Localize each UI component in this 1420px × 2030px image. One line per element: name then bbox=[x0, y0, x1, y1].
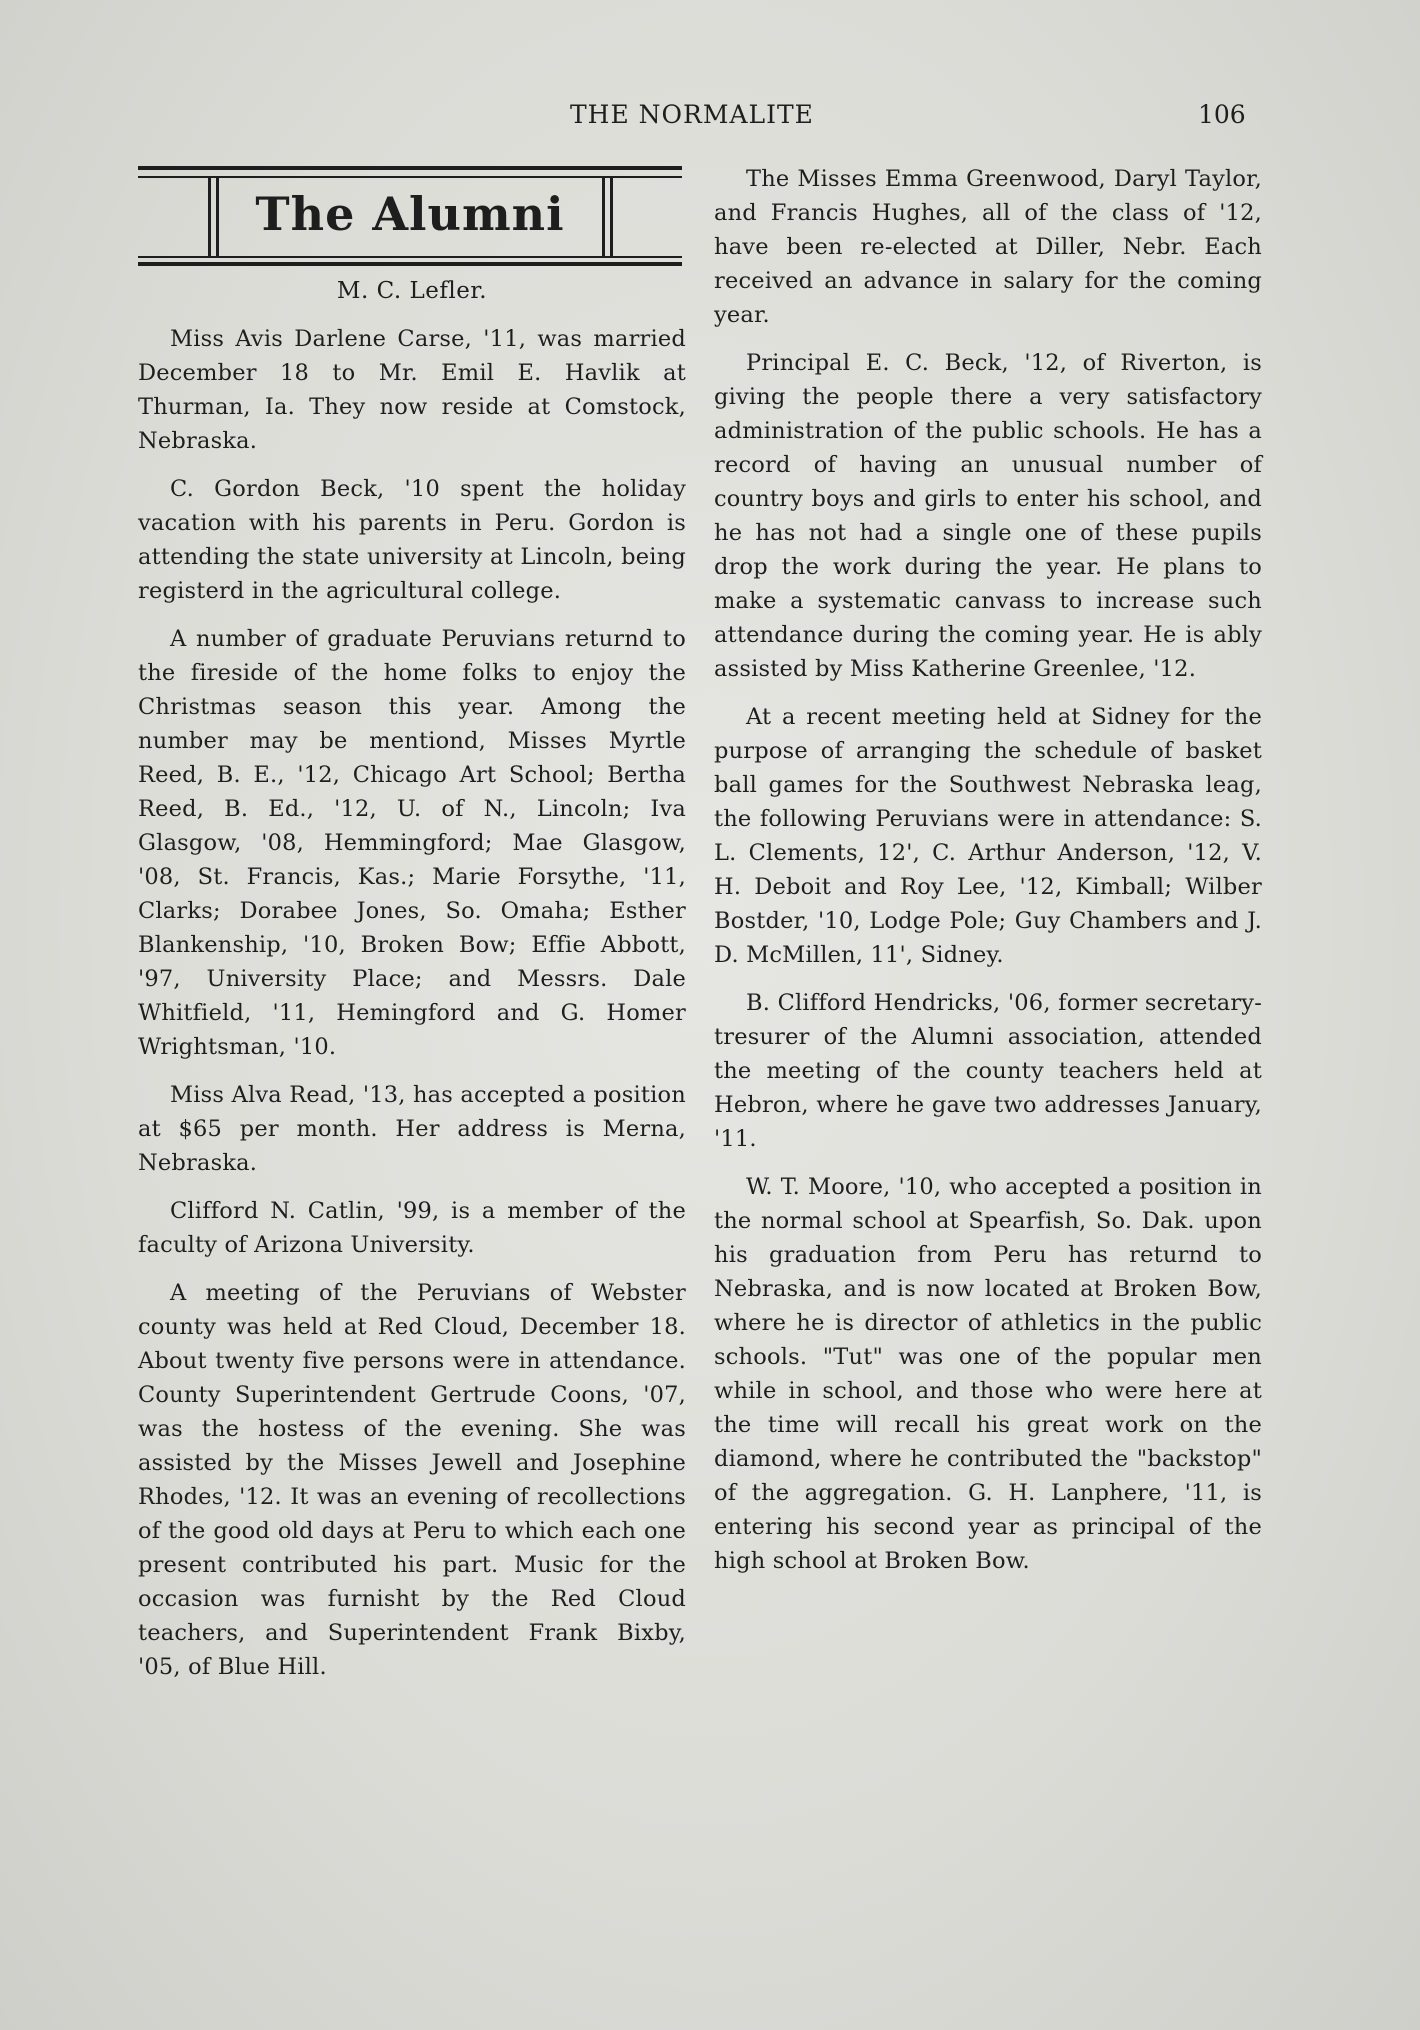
heading-rule-bottom-thin bbox=[138, 256, 682, 258]
article-paragraph: C. Gordon Beck, '10 spent the holiday vacation with his parents in Peru. Gordon is attending the state university at Lincoln, being registerd in the agricultural college. bbox=[138, 476, 686, 604]
article-paragraph: A meeting of the Peruvians of Webster county was held at Red Cloud, December 18. About twenty five persons were in attendance. County Superintendent Gertrude Coons, '07, was the hostess of the evening. She was assisted by the Misses Jewell and Josephine Rhodes, '12. It was an evening of recollections of the good old days at Peru to which each one present contributed his part. Music for the occasion was furnisht by the Red Cloud teachers, and Superintendent Frank Bixby, '05, of Blue Hill. bbox=[138, 1280, 686, 1680]
article-paragraph: At a recent meeting held at Sidney for the purpose of arranging the schedule of basket ball games for the Southwest Nebraska leag, the following Peruvians were in attendance: S. L. Clements, 12', C. Arthur Anderson, '12, V. H. Deboit and Roy Lee, '12, Kimball; Wilber Bostder, '10, Lodge Pole; Guy Chambers and J. D. McMillen, 11', Sidney. bbox=[714, 704, 1262, 968]
heading-rule-top-thin bbox=[138, 176, 682, 178]
heading-bar-left-outer bbox=[208, 178, 211, 256]
article-paragraph: Principal E. C. Beck, '12, of Riverton, is giving the people there a very satisfactory administration of the public schools. He has a record of having an unusual number of country boys and girls to enter his school, and he has not had a single one of these pupils drop the work during the year. He plans to make a systematic canvass to increase such attendance during the coming year. He is ably assisted by Miss Katherine Greenlee, '12. bbox=[714, 350, 1262, 682]
article-paragraph: B. Clifford Hendricks, '06, former secretary-tresurer of the Alumni association, attended the meeting of the county teachers held at Hebron, where he gave two addresses January, '11. bbox=[714, 990, 1262, 1152]
article-paragraph: Miss Alva Read, '13, has accepted a position at $65 per month. Her address is Merna, Nebraska. bbox=[138, 1082, 686, 1176]
heading-rule-top bbox=[138, 166, 682, 170]
section-heading-box bbox=[138, 166, 682, 268]
article-paragraph: The Misses Emma Greenwood, Daryl Taylor, and Francis Hughes, all of the class of '12, have been re-elected at Diller, Nebr. Each received an advance in salary for the coming year. bbox=[714, 166, 1262, 328]
heading-bar-left-inner bbox=[216, 178, 219, 256]
section-title: The Alumni bbox=[255, 187, 565, 241]
page-number: 106 bbox=[1198, 100, 1246, 129]
heading-bar-right-inner bbox=[602, 178, 605, 256]
running-title: THE NORMALITE bbox=[570, 100, 814, 129]
article-paragraph: Clifford N. Catlin, '99, is a member of the faculty of Arizona University. bbox=[138, 1198, 686, 1258]
byline: M. C. Lefler. bbox=[336, 278, 488, 304]
heading-rule-bottom bbox=[138, 262, 682, 266]
article-paragraph: W. T. Moore, '10, who accepted a position in the normal school at Spearfish, So. Dak. upon his graduation from Peru has returnd to Nebraska, and is now located at Broken Bow, where he is director of athletics in the public schools. "Tut" was one of the popular men while in school, and those who were here at the time will recall his great work on the diamond, where he contributed the "backstop" of the aggregation. G. H. Lanphere, '11, is entering his second year as principal of the high school at Broken Bow. bbox=[714, 1174, 1262, 1574]
right-column bbox=[714, 162, 1262, 1592]
article-paragraph: A number of graduate Peruvians returnd to the fireside of the home folks to enjoy the Christmas season this year. Among the number may be mentiond, Misses Myrtle Reed, B. E., '12, Chicago Art School; Bertha Reed, B. Ed., '12, U. of N., Lincoln; Iva Glasgow, '08, Hemmingford; Mae Glasgow, '08, St. Francis, Kas.; Marie Forsythe, '11, Clarks; Dorabee Jones, So. Omaha; Esther Blankenship, '10, Broken Bow; Effie Abbott, '97, University Place; and Messrs. Dale Whitfield, '11, Hemingford and G. Homer Wrightsman, '10. bbox=[138, 626, 686, 1060]
article-paragraph: Miss Avis Darlene Carse, '11, was married December 18 to Mr. Emil E. Havlik at Thurman, Ia. They now reside at Comstock, Nebraska. bbox=[138, 326, 686, 454]
heading-bar-right-outer bbox=[610, 178, 613, 256]
